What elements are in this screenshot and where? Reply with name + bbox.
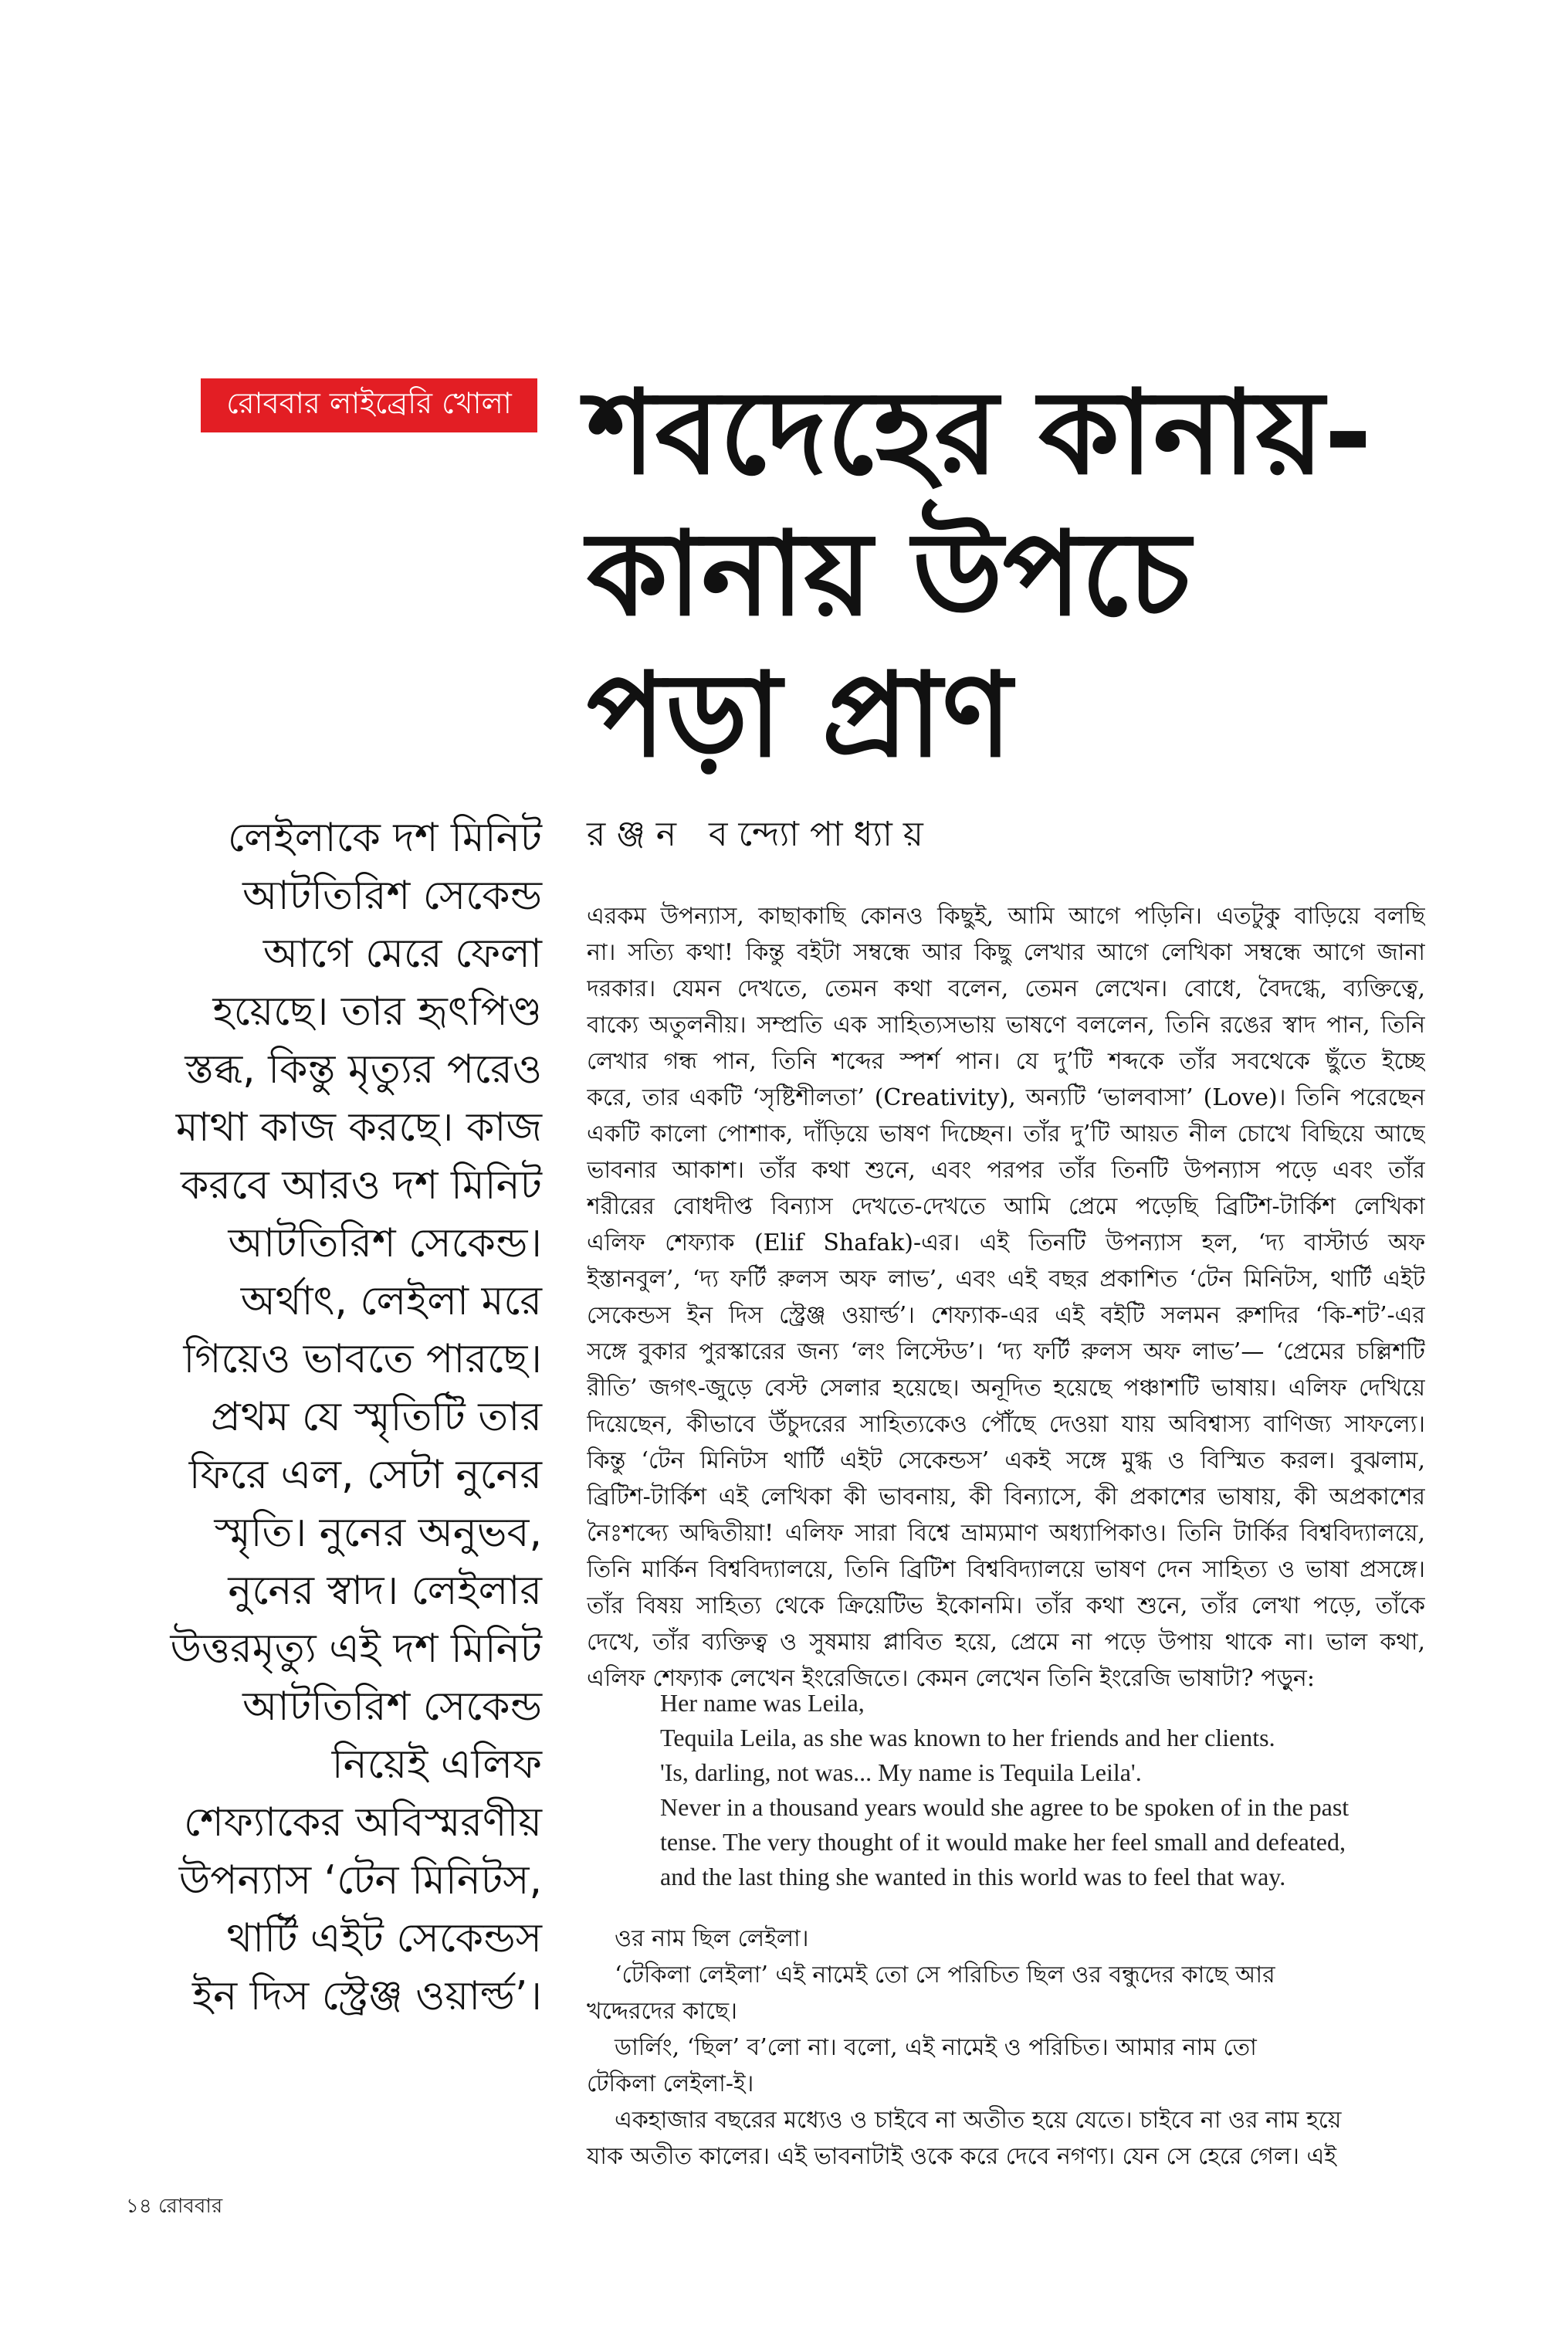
translation-line: টেকিলা লেইলা-ই। [587, 2070, 754, 2097]
english-quote-line: Tequila Leila, as she was known to her friends and her clients. [660, 1724, 1275, 1751]
english-quote-line: 'Is, darling, not was... My name is Tequila Leila'. [660, 1758, 1142, 1786]
english-quote [660, 1686, 1424, 1894]
body-line: তাঁর বিষয় সাহিত্য থেকে ক্রিয়েটিভ ইকোনমি। তাঁর কথা শুনে, তাঁর লেখা পড়ে, তাঁকে [587, 1592, 1425, 1619]
pull-quote-line: হয়েছে। তার হৃৎপিণ্ড [212, 988, 542, 1035]
page-footer: ১৪ রোববার [126, 2195, 223, 2218]
body-line: ভাবনার আকাশ। তাঁর কথা শুনে, এবং পরপর তাঁর তিনটি উপন্যাস পড়ে এবং তাঁর [587, 1157, 1425, 1184]
body-line: না। সত্যি কথা! কিন্তু বইটা সম্বন্ধে আর কিছু লেখার আগে লেখিকা সম্বন্ধে আগে জানা [587, 939, 1425, 966]
body-line: লেখার গন্ধ পান, তিনি শব্দের স্পর্শ পান। যে দু’টি শব্দকে তাঁর সবথেকে ছুঁতে ইচ্ছে [587, 1048, 1425, 1075]
english-quote-line: tense. The very thought of it would make her feel small and defeated, [660, 1828, 1346, 1856]
translation-line: ডার্লিং, ‘ছিল’ ব’লো না। বলো, এই নামেই ও পরিচিত। আমার নাম তো [615, 2034, 1257, 2061]
headline [587, 363, 1513, 787]
body-line: শরীরের বোধদীপ্ত বিন্যাস দেখতে-দেখতে আমি প্রেমে পড়েছি ব্রিটিশ-টার্কিশ লেখিকা [587, 1193, 1425, 1220]
pull-quote [116, 809, 542, 2026]
body-line: কিন্তু ‘টেন মিনিটস থার্টি এইট সেকেন্ডস’ একই সঙ্গে মুগ্ধ ও বিস্মিত করল। বুঝলাম, [587, 1447, 1425, 1474]
body-line: ব্রিটিশ-টার্কিশ এই লেখিকা কী ভাবনায়, কী বিন্যাসে, কী প্রকাশের ভাষায়, কী অপ্রকাশের [587, 1483, 1425, 1511]
pull-quote-line: থার্টি এইট সেকেন্ডস [226, 1915, 542, 1962]
pull-quote-line: নুনের স্বাদ। লেইলার [228, 1568, 542, 1614]
headline-line: শবদেহের কানায়- [587, 366, 1373, 500]
body-line: দেখে, তাঁর ব্যক্তিত্ব ও সুষমায় প্লাবিত হয়ে, প্রেমে না পড়ে উপায় থাকে না। ভাল কথা, [587, 1629, 1425, 1656]
english-quote-line: Never in a thousand years would she agree to be spoken of in the past [660, 1793, 1350, 1821]
section-tag: রোববার লাইব্রেরি খোলা [201, 378, 537, 432]
pull-quote-line: আটতিরিশ সেকেন্ড [242, 873, 542, 919]
byline: রঞ্জন বন্দ্যোপাধ্যায় [587, 815, 934, 854]
pull-quote-line: উপন্যাস ‘টেন মিনিটস, [178, 1857, 542, 1904]
pull-quote-line: ইন দিস স্ট্রেঞ্জ ওয়ার্ল্ড’। [192, 1973, 542, 2019]
pull-quote-line: স্মৃতি। নুনের অনুভব, [214, 1510, 542, 1556]
body-line: এলিফ শেফ্যাক লেখেন ইংরেজিতে। কেমন লেখেন তিনি ইংরেজি ভাষাটা? পড়ুন: [587, 1665, 1315, 1692]
pull-quote-line: লেইলাকে দশ মিনিট [227, 815, 542, 861]
article-body [587, 898, 1425, 1697]
pull-quote-line: অর্থাৎ, লেইলা মরে [240, 1278, 542, 1324]
body-line: এরকম উপন্যাস, কাছাকাছি কোনও কিছুই, আমি আগে পড়িনি। এতটুকু বাড়িয়ে বলছি [587, 903, 1425, 930]
body-line: সেকেন্ডস ইন দিস স্ট্রেঞ্জ ওয়ার্ল্ড’। শেফ্যাক-এর এই বইটি সলমন রুশদির ‘কি-শট’-এর [587, 1302, 1425, 1329]
pull-quote-line: প্রথম যে স্মৃতিটি তার [211, 1394, 542, 1440]
pull-quote-line: উত্তরমৃত্যু এই দশ মিনিট [170, 1626, 542, 1672]
headline-line: কানায় উপচে [587, 507, 1190, 642]
body-line: সঙ্গে বুকার পুরস্কারের জন্য ‘লং লিস্টেড’। ‘দ্য ফর্টি রুলস অফ লাভ’— ‘প্রেমের চল্লিশটি [587, 1338, 1425, 1365]
translation-line: একহাজার বছরের মধ্যেও ও চাইবে না অতীত হয়ে যেতে। চাইবে না ওর নাম হয়ে [615, 2107, 1342, 2134]
headline-line: পড়া প্রাণ [587, 649, 1012, 783]
body-line: একটি কালো পোশাক, দাঁড়িয়ে ভাষণ দিচ্ছেন। তাঁর দু’টি আয়ত নীল চোখে বিছিয়ে আছে [587, 1121, 1425, 1148]
pull-quote-line: গিয়েও ভাবতে পারছে। [183, 1336, 542, 1382]
translation-line: খদ্দেরদের কাছে। [587, 1998, 737, 2025]
pull-quote-line: আগে মেরে ফেলা [262, 931, 542, 977]
body-line: দরকার। যেমন দেখতে, তেমন কথা বলেন, তেমন লেখেন। বোধে, বৈদগ্ধে, ব্যক্তিত্বে, [587, 975, 1425, 1002]
body-line: বাক্যে অতুলনীয়। সম্প্রতি এক সাহিত্যসভায় ভাষণে বললেন, তিনি রঙের স্বাদ পান, তিনি [587, 1012, 1425, 1039]
translation-line: যাক অতীত কালের। এই ভাবনাটাই ওকে করে দেবে নগণ্য। যেন সে হেরে গেল। এই [587, 2143, 1336, 2170]
translation [587, 1921, 1425, 2175]
pull-quote-line: করবে আরও দশ মিনিট [180, 1162, 542, 1209]
english-quote-line: Her name was Leila, [660, 1689, 865, 1717]
translation-line: ‘টেকিলা লেইলা’ এই নামেই তো সে পরিচিত ছিল ওর বন্ধুদের কাছে আর [615, 1962, 1275, 1989]
english-quote-line: and the last thing she wanted in this world was to feel that way. [660, 1863, 1286, 1890]
pull-quote-line: নিয়েই এলিফ [331, 1741, 542, 1788]
body-line: তিনি মার্কিন বিশ্ববিদ্যালয়ে, তিনি ব্রিটিশ বিশ্ববিদ্যালয়ে ভাষণ দেন সাহিত্য ও ভাষা প্রসঙ্গে। [587, 1556, 1425, 1583]
pull-quote-line: স্তব্ধ, কিন্তু মৃত্যুর পরেও [185, 1046, 542, 1093]
body-line: দিয়েছেন, কীভাবে উঁচুদরের সাহিত্যকেও পৌঁছে দেওয়া যায় অবিশ্বাস্য বাণিজ্য সাফল্যে। [587, 1411, 1425, 1438]
pull-quote-line: মাথা কাজ করছে। কাজ [175, 1104, 542, 1151]
body-line: এলিফ শেফ্যাক (Elif Shafak)-এর। এই তিনটি উপন্যাস হল, ‘দ্য বাস্টার্ড অফ [587, 1229, 1425, 1256]
pull-quote-line: শেফ্যাকের অবিস্মরণীয় [184, 1799, 542, 1846]
translation-line: ওর নাম ছিল লেইলা। [615, 1925, 809, 1952]
pull-quote-line: আটতিরিশ সেকেন্ড [242, 1683, 542, 1730]
body-line: রীতি’ জগৎ-জুড়ে বেস্ট সেলার হয়েছে। অনূদিত হয়েছে পঞ্চাশটি ভাষায়। এলিফ দেখিয়ে [587, 1375, 1425, 1402]
body-line: ইস্তানবুল’, ‘দ্য ফর্টি রুলস অফ লাভ’, এবং এই বছর প্রকাশিত ‘টেন মিনিটস, থার্টি এইট [587, 1266, 1425, 1293]
pull-quote-line: ফিরে এল, সেটা নুনের [188, 1452, 542, 1498]
pull-quote-line: আটতিরিশ সেকেন্ড। [228, 1220, 542, 1266]
body-line: নৈঃশব্দ্যে অদ্বিতীয়া! এলিফ সারা বিশ্বে ভ্রাম্যমাণ অধ্যাপিকাও। তিনি টার্কির বিশ্ববিদ্যালয়ে, [587, 1520, 1425, 1547]
body-line: করে, তার একটি ‘সৃষ্টিশীলতা’ (Creativity), অন্যটি ‘ভালবাসা’ (Love)। তিনি পরেছেন [587, 1084, 1425, 1111]
